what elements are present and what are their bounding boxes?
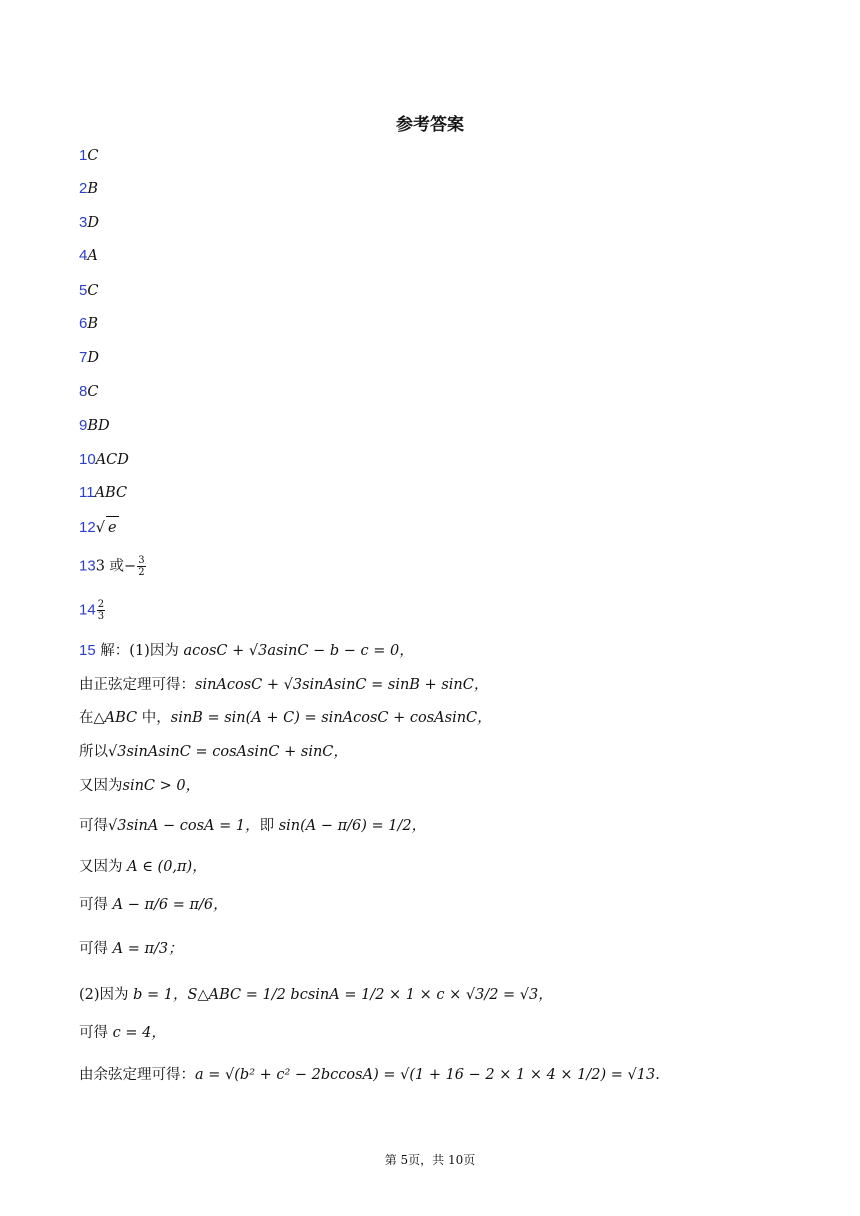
answer-4 <box>79 245 98 267</box>
answer-number: 2 <box>79 180 88 197</box>
answer-value: BD <box>87 418 110 434</box>
answer-value: C <box>87 283 99 299</box>
answer-number: 9 <box>79 417 88 434</box>
answer-number: 1 <box>79 147 88 164</box>
solution-line-6: 可得√3sinA − cosA = 1，即 sin(A − π/6) = 1/2， <box>79 818 427 834</box>
equation: √3sinAsinC = cosAsinC + sinC， <box>108 744 348 760</box>
answer-3 <box>79 212 99 234</box>
answer-value: D <box>87 215 99 231</box>
answer-value: B <box>87 181 98 197</box>
answer-14 <box>79 599 106 625</box>
answer-value: A <box>87 248 98 264</box>
solution-line-4: 所以√3sinAsinC = cosAsinC + sinC， <box>79 744 348 760</box>
answer-7 <box>79 347 99 369</box>
equation: √3sinA − cosA = 1， <box>108 818 260 834</box>
equation: sinB = sin(A + C) = sinAcosC + cosAsinC， <box>170 710 492 726</box>
answer-10 <box>79 449 129 471</box>
page-footer: 第 5页，共 10页 <box>384 1153 476 1167</box>
solution-line-3: 在△ABC 中，sinB = sin(A + C) = sinAcosC + cosAsinC， <box>79 710 492 726</box>
answer-5 <box>79 280 98 302</box>
answer-value: e <box>106 516 119 539</box>
answer-11 <box>79 482 127 504</box>
answer-9 <box>79 415 110 437</box>
answer-2 <box>79 178 98 200</box>
equation: b = 1，S△ABC = 1/2 bcsinA = 1/2 × 1 × c × √3/2 = √3， <box>133 987 553 1003</box>
answer-value: D <box>87 350 99 366</box>
equation: A − π/6 = π/6， <box>112 897 228 913</box>
answer-6 <box>79 313 98 335</box>
answer-number: 4 <box>79 247 88 264</box>
equation: sinC > 0， <box>122 778 201 794</box>
equation: A = π/3； <box>112 941 183 957</box>
answer-value: B <box>87 316 98 332</box>
equation: acosC + √3asinC − b − c = 0， <box>183 643 414 659</box>
answer-number: 5 <box>79 282 88 299</box>
minus-sign: − <box>124 558 137 575</box>
answer-number: 6 <box>79 315 88 332</box>
equation: c = 4， <box>112 1025 166 1041</box>
answer-number: 3 <box>79 214 88 231</box>
answer-number: 7 <box>79 349 88 366</box>
fraction: $\frac{3}{2}$ <box>138 555 145 578</box>
answer-1 <box>79 145 98 167</box>
solution-line-5: 又因为sinC > 0， <box>79 778 201 794</box>
solution-line-1: 15 解：(1)因为 acosC + √3asinC − b − c = 0， <box>79 642 414 659</box>
answer-value: C <box>87 384 99 400</box>
answer-12 <box>79 516 119 538</box>
page-title: 参考答案 <box>396 115 464 135</box>
equation: sinAcosC + √3sinAsinC = sinB + sinC， <box>195 677 489 693</box>
solution-line-9: 可得 A = π/3； <box>79 941 183 957</box>
answer-number: 11 <box>79 484 95 501</box>
solution-line-11: 可得 c = 4， <box>79 1025 166 1041</box>
answer-number: 10 <box>79 451 96 468</box>
answer-value: ABC <box>94 485 128 501</box>
solution-line-2: 由正弦定理可得：sinAcosC + √3sinAsinC = sinB + sinC， <box>79 677 489 693</box>
answer-value: 3 <box>95 558 105 575</box>
solution-line-12: 由余弦定理可得：a = √(b² + c² − 2bccosA) = √(1 + 16 − 2 × 1 × 4 × 1/2) = √13. <box>79 1067 660 1083</box>
answer-value: ACD <box>95 452 129 468</box>
answer-value: C <box>87 148 99 164</box>
equation: a = √(b² + c² − 2bccosA) = √(1 + 16 − 2 × 1 × 4 × 1/2) = √13. <box>195 1067 660 1083</box>
answer-number: 12 <box>79 519 96 536</box>
answer-13 <box>79 555 147 581</box>
sqrt-sign: √ <box>95 520 105 536</box>
equation: A ∈ (0,π)， <box>127 859 207 875</box>
solution-line-8: 可得 A − π/6 = π/6， <box>79 897 228 913</box>
fraction: $\frac{2}{3}$ <box>97 599 105 622</box>
answer-number: 13 <box>79 557 96 575</box>
answer-number: 8 <box>79 383 88 400</box>
answer-number: 15 <box>79 642 96 659</box>
solution-line-10: (2)因为 b = 1，S△ABC = 1/2 bcsinA = 1/2 × 1 × c × √3/2 = √3， <box>79 987 553 1003</box>
solution-line-7: 又因为 A ∈ (0,π)， <box>79 859 207 875</box>
answer-conjunction: 或 <box>104 558 125 575</box>
equation: sin(A − π/6) = 1/2， <box>278 818 427 834</box>
answer-8 <box>79 381 98 403</box>
answer-number: 14 <box>79 601 96 619</box>
